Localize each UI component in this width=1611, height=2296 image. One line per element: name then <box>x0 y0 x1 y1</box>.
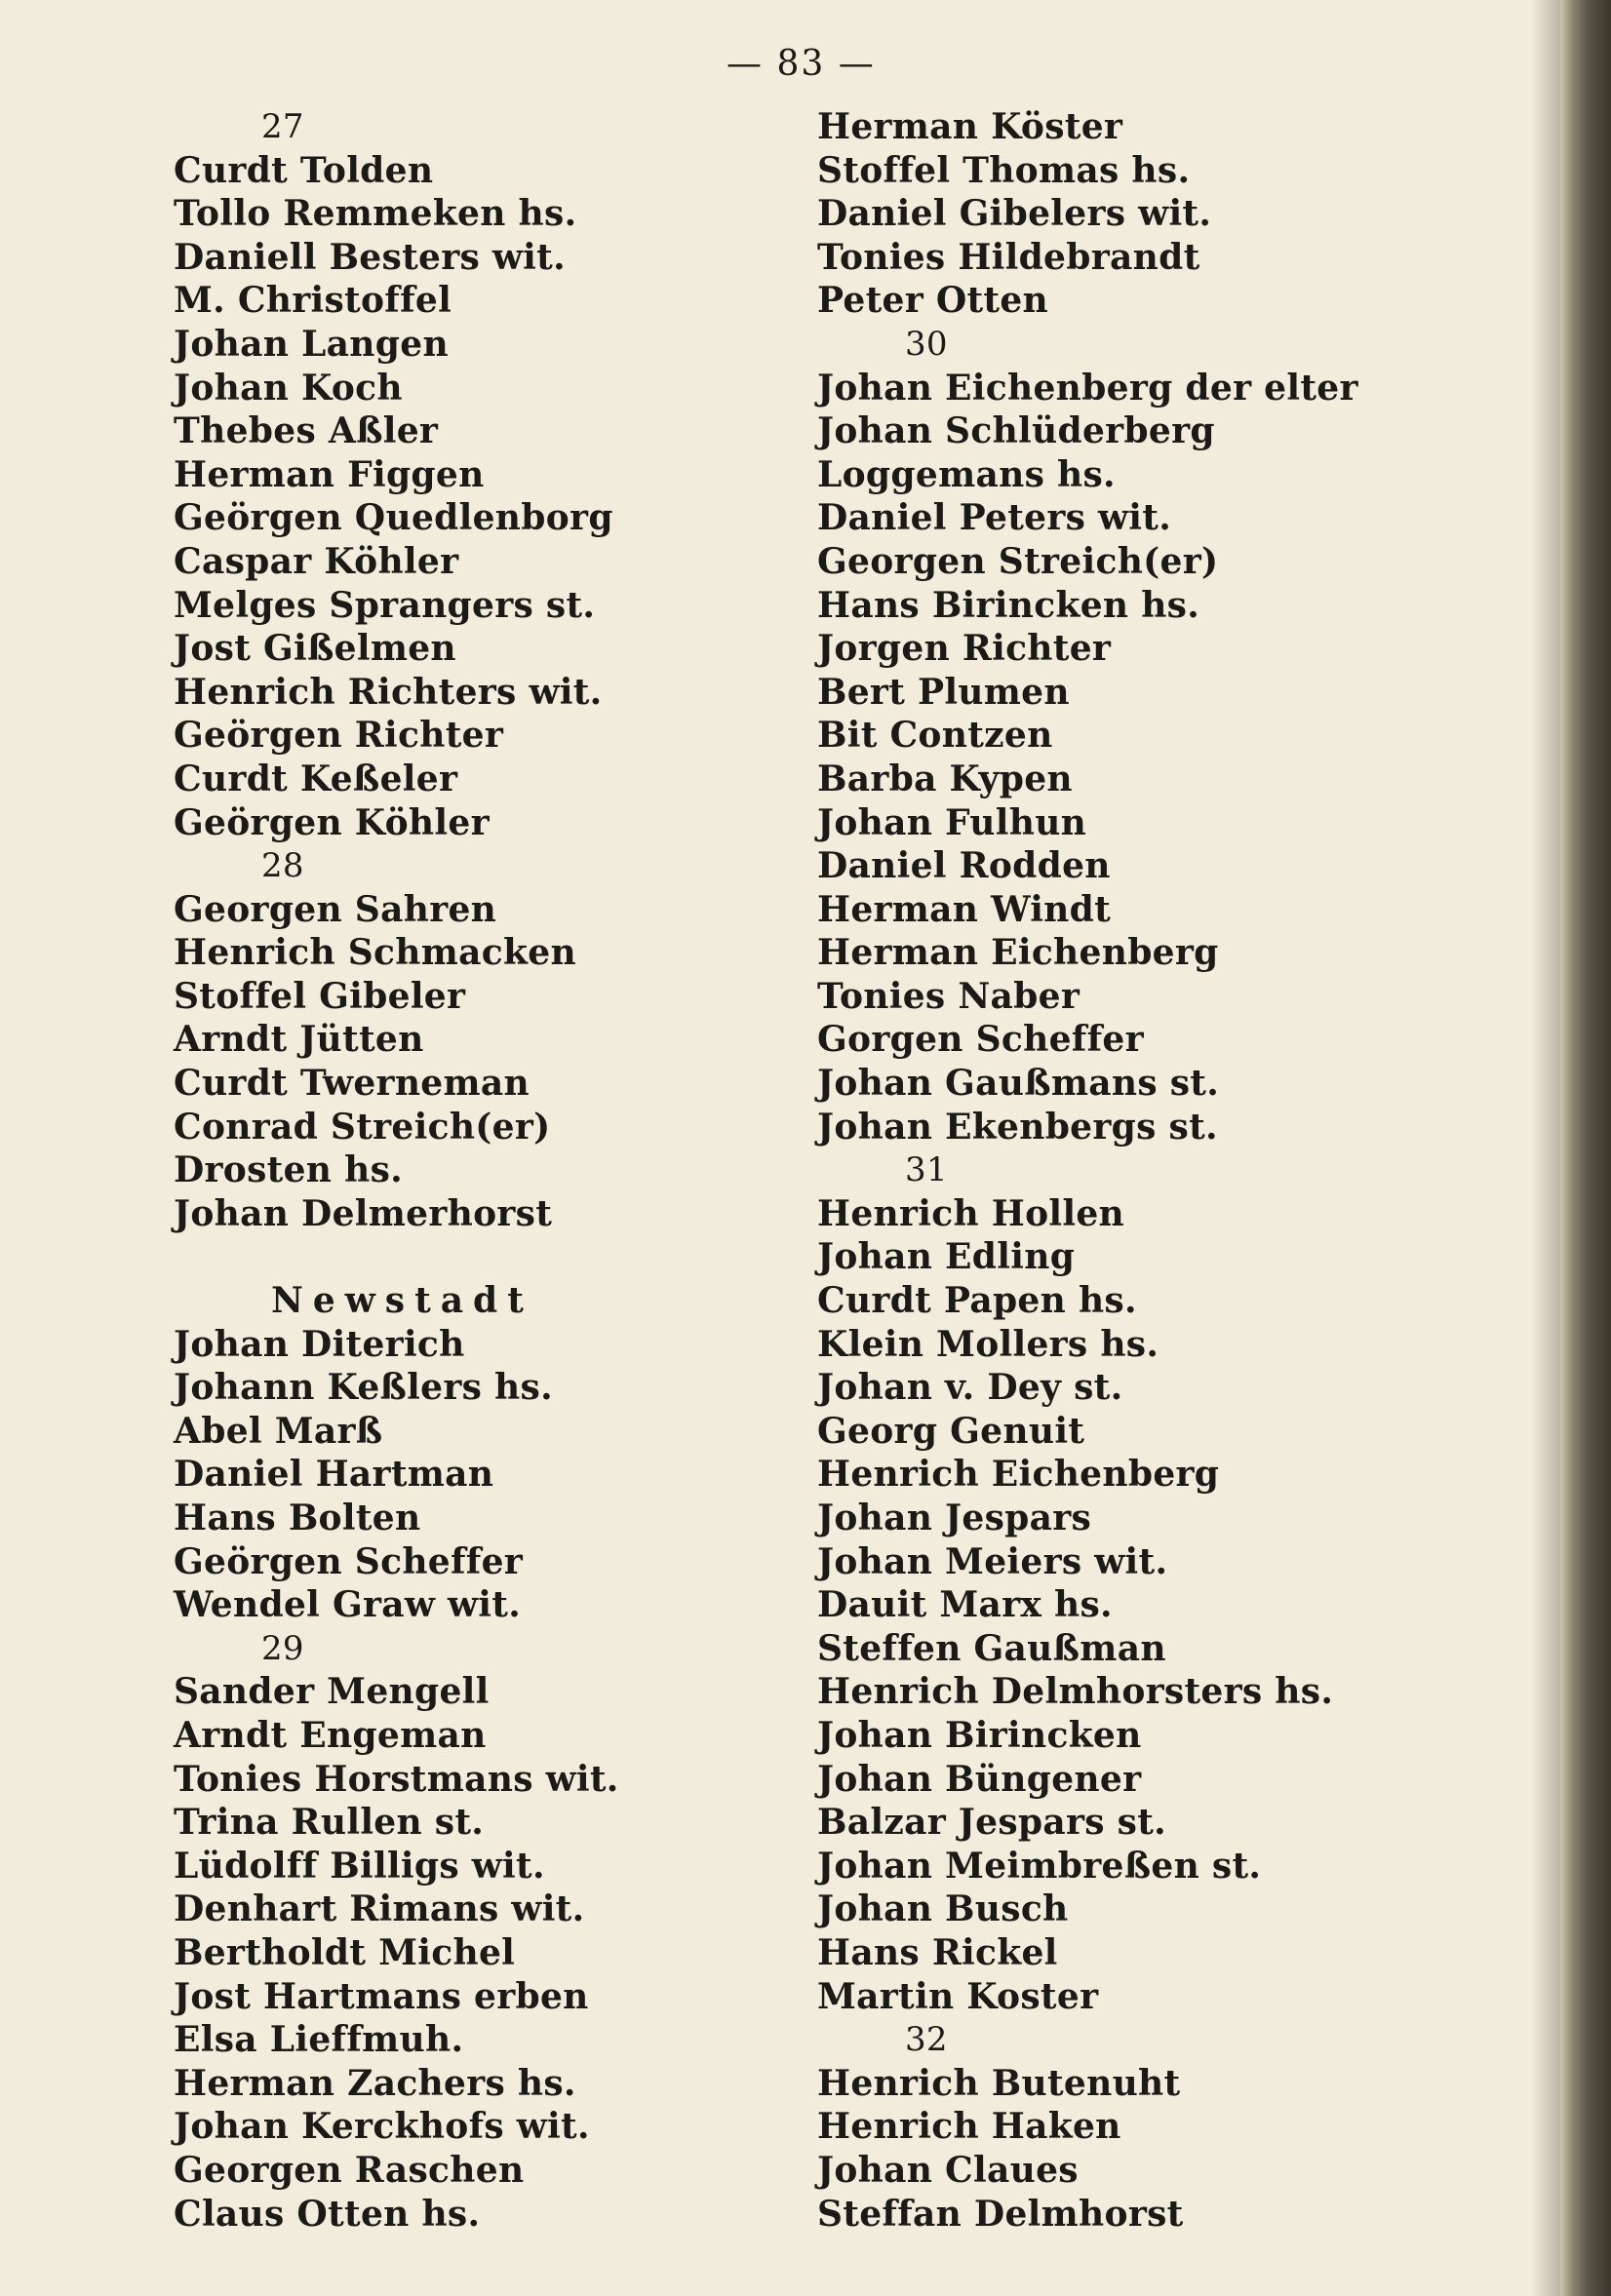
name-entry: Johan v. Dey st. <box>817 1367 1123 1409</box>
section-number: 31 <box>905 1150 948 1190</box>
name-entry: Lüdolff Billigs wit. <box>174 1845 545 1887</box>
name-entry: Geörgen Quedlenborg <box>174 497 613 539</box>
left-name-column <box>174 105 619 2236</box>
section-number: 32 <box>905 2020 948 2060</box>
name-entry: Johan Eichenberg der elter <box>817 367 1358 409</box>
name-entry: Henrich Richters wit. <box>174 671 603 713</box>
name-entry: Arndt Jütten <box>174 1019 424 1061</box>
name-entry: Hans Bolten <box>174 1498 421 1538</box>
name-entry: Henrich Schmacken <box>174 932 576 974</box>
section-number: 27 <box>261 107 304 146</box>
name-entry: M. Christoffel <box>174 280 452 322</box>
name-entry: Johan Busch <box>817 1888 1069 1930</box>
name-entry: Conrad Streich(er) <box>174 1106 551 1148</box>
name-entry: Johan Schlüderberg <box>817 410 1215 452</box>
name-entry: Dauit Marx hs. <box>817 1584 1113 1626</box>
name-entry: Curdt Tolden <box>174 149 434 191</box>
name-entry: Daniel Peters wit. <box>817 497 1172 539</box>
name-entry: Melges Sprangers st. <box>174 584 596 626</box>
name-entry: Geörgen Scheffer <box>174 1540 524 1582</box>
name-entry: Abel Marß <box>174 1410 383 1452</box>
name-entry: Herman Köster <box>817 106 1123 147</box>
name-entry: Daniel Gibelers wit. <box>817 193 1212 235</box>
name-entry: Johan Ekenbergs st. <box>817 1106 1218 1148</box>
name-entry: Sander Mengell <box>174 1671 490 1713</box>
name-entry: Steffen Gaußman <box>817 1627 1166 1669</box>
name-entry: Tonies Hildebrandt <box>817 236 1200 278</box>
name-entry: Arndt Engeman <box>174 1714 487 1756</box>
name-entry: Johan Claues <box>817 2149 1079 2191</box>
name-entry: Curdt Twerneman <box>174 1063 530 1105</box>
name-entry: Thebes Aßler <box>174 410 439 452</box>
name-entry: Hans Rickel <box>817 1931 1058 1973</box>
name-entry: Johan Meiers wit. <box>817 1540 1168 1582</box>
name-entry: Stoffel Thomas hs. <box>817 149 1191 191</box>
name-entry: Herman Figgen <box>174 453 485 495</box>
name-entry: Tonies Naber <box>817 975 1081 1017</box>
name-entry: Klein Mollers hs. <box>817 1323 1159 1365</box>
name-entry: Stoffel Gibeler <box>174 975 466 1017</box>
name-entry: Johan Jespars <box>817 1498 1092 1538</box>
right-name-column <box>817 105 1358 2236</box>
name-entry: Claus Otten hs. <box>174 2193 481 2235</box>
name-entry: Henrich Delmhorsters hs. <box>817 1671 1334 1713</box>
name-entry: Johan Langen <box>174 323 449 365</box>
blank-line <box>174 1235 619 1279</box>
name-entry: Georgen Streich(er) <box>817 540 1219 582</box>
name-entry: Henrich Eichenberg <box>817 1454 1220 1496</box>
name-entry: Geörgen Richter <box>174 715 504 757</box>
name-entry: Wendel Graw wit. <box>174 1584 522 1626</box>
name-entry: Tollo Remmeken hs. <box>174 193 577 235</box>
name-entry: Bert Plumen <box>817 671 1070 713</box>
name-entry: Tonies Horstmans wit. <box>174 1758 619 1800</box>
name-entry: Daniel Rodden <box>817 845 1111 887</box>
name-entry: Johann Keßlers hs. <box>174 1367 553 1409</box>
name-entry: Henrich Butenuht <box>817 2062 1181 2104</box>
section-number: 29 <box>261 1628 304 1668</box>
name-entry: Bit Contzen <box>817 715 1053 757</box>
name-entry: Loggemans hs. <box>817 453 1116 495</box>
district-heading: Newstadt <box>271 1280 533 1322</box>
name-entry: Barba Kypen <box>817 758 1073 799</box>
name-entry: Georgen Raschen <box>174 2149 525 2191</box>
name-entry: Caspar Köhler <box>174 540 459 582</box>
name-entry: Martin Koster <box>817 1975 1099 2017</box>
name-entry: Johan Edling <box>817 1236 1076 1278</box>
page-gutter-shadow <box>1531 0 1560 2296</box>
name-entry: Georg Genuit <box>817 1410 1085 1452</box>
name-entry: Geörgen Köhler <box>174 801 490 843</box>
section-number: 30 <box>905 324 948 364</box>
book-page-edge <box>1560 0 1611 2296</box>
name-entry: Herman Windt <box>817 888 1112 930</box>
name-entry: Johan Büngener <box>817 1758 1142 1800</box>
name-entry: Drosten hs. <box>174 1149 403 1191</box>
name-entry: Johan Gaußmans st. <box>817 1063 1220 1105</box>
page-number: — 83 — <box>727 44 876 84</box>
name-entry: Johan Fulhun <box>817 801 1087 843</box>
name-entry: Denhart Rimans wit. <box>174 1888 585 1930</box>
name-entry: Jost Hartmans erben <box>174 1975 589 2017</box>
name-entry: Johan Delmerhorst <box>174 1192 553 1234</box>
name-entry: Jost Gißelmen <box>174 628 456 670</box>
name-entry: Steffan Delmhorst <box>817 2193 1184 2235</box>
name-entry: Bertholdt Michel <box>174 1931 516 1973</box>
name-entry: Curdt Keßeler <box>174 758 458 799</box>
name-entry: Elsa Lieffmuh. <box>174 2019 464 2061</box>
name-entry: Johan Diterich <box>174 1323 465 1365</box>
name-entry: Daniel Hartman <box>174 1454 494 1496</box>
name-entry: Hans Birincken hs. <box>817 584 1200 626</box>
name-entry: Gorgen Scheffer <box>817 1019 1144 1061</box>
name-entry: Johan Koch <box>174 367 403 409</box>
name-entry: Peter Otten <box>817 280 1049 322</box>
name-entry: Johan Meimbreßen st. <box>817 1845 1262 1887</box>
name-entry: Jorgen Richter <box>817 628 1112 670</box>
name-entry: Johan Kerckhofs wit. <box>174 2106 590 2148</box>
name-entry: Johan Birincken <box>817 1714 1142 1756</box>
name-entry: Trina Rullen st. <box>174 1802 485 1844</box>
name-entry: Herman Zachers hs. <box>174 2062 576 2104</box>
name-entry: Henrich Haken <box>817 2106 1121 2148</box>
name-entry: Daniell Besters wit. <box>174 236 566 278</box>
section-number: 28 <box>261 846 304 886</box>
name-entry: Henrich Hollen <box>817 1192 1125 1234</box>
name-entry: Georgen Sahren <box>174 888 497 930</box>
name-entry: Balzar Jespars st. <box>817 1802 1166 1844</box>
name-entry: Herman Eichenberg <box>817 932 1219 974</box>
name-entry: Curdt Papen hs. <box>817 1280 1137 1322</box>
